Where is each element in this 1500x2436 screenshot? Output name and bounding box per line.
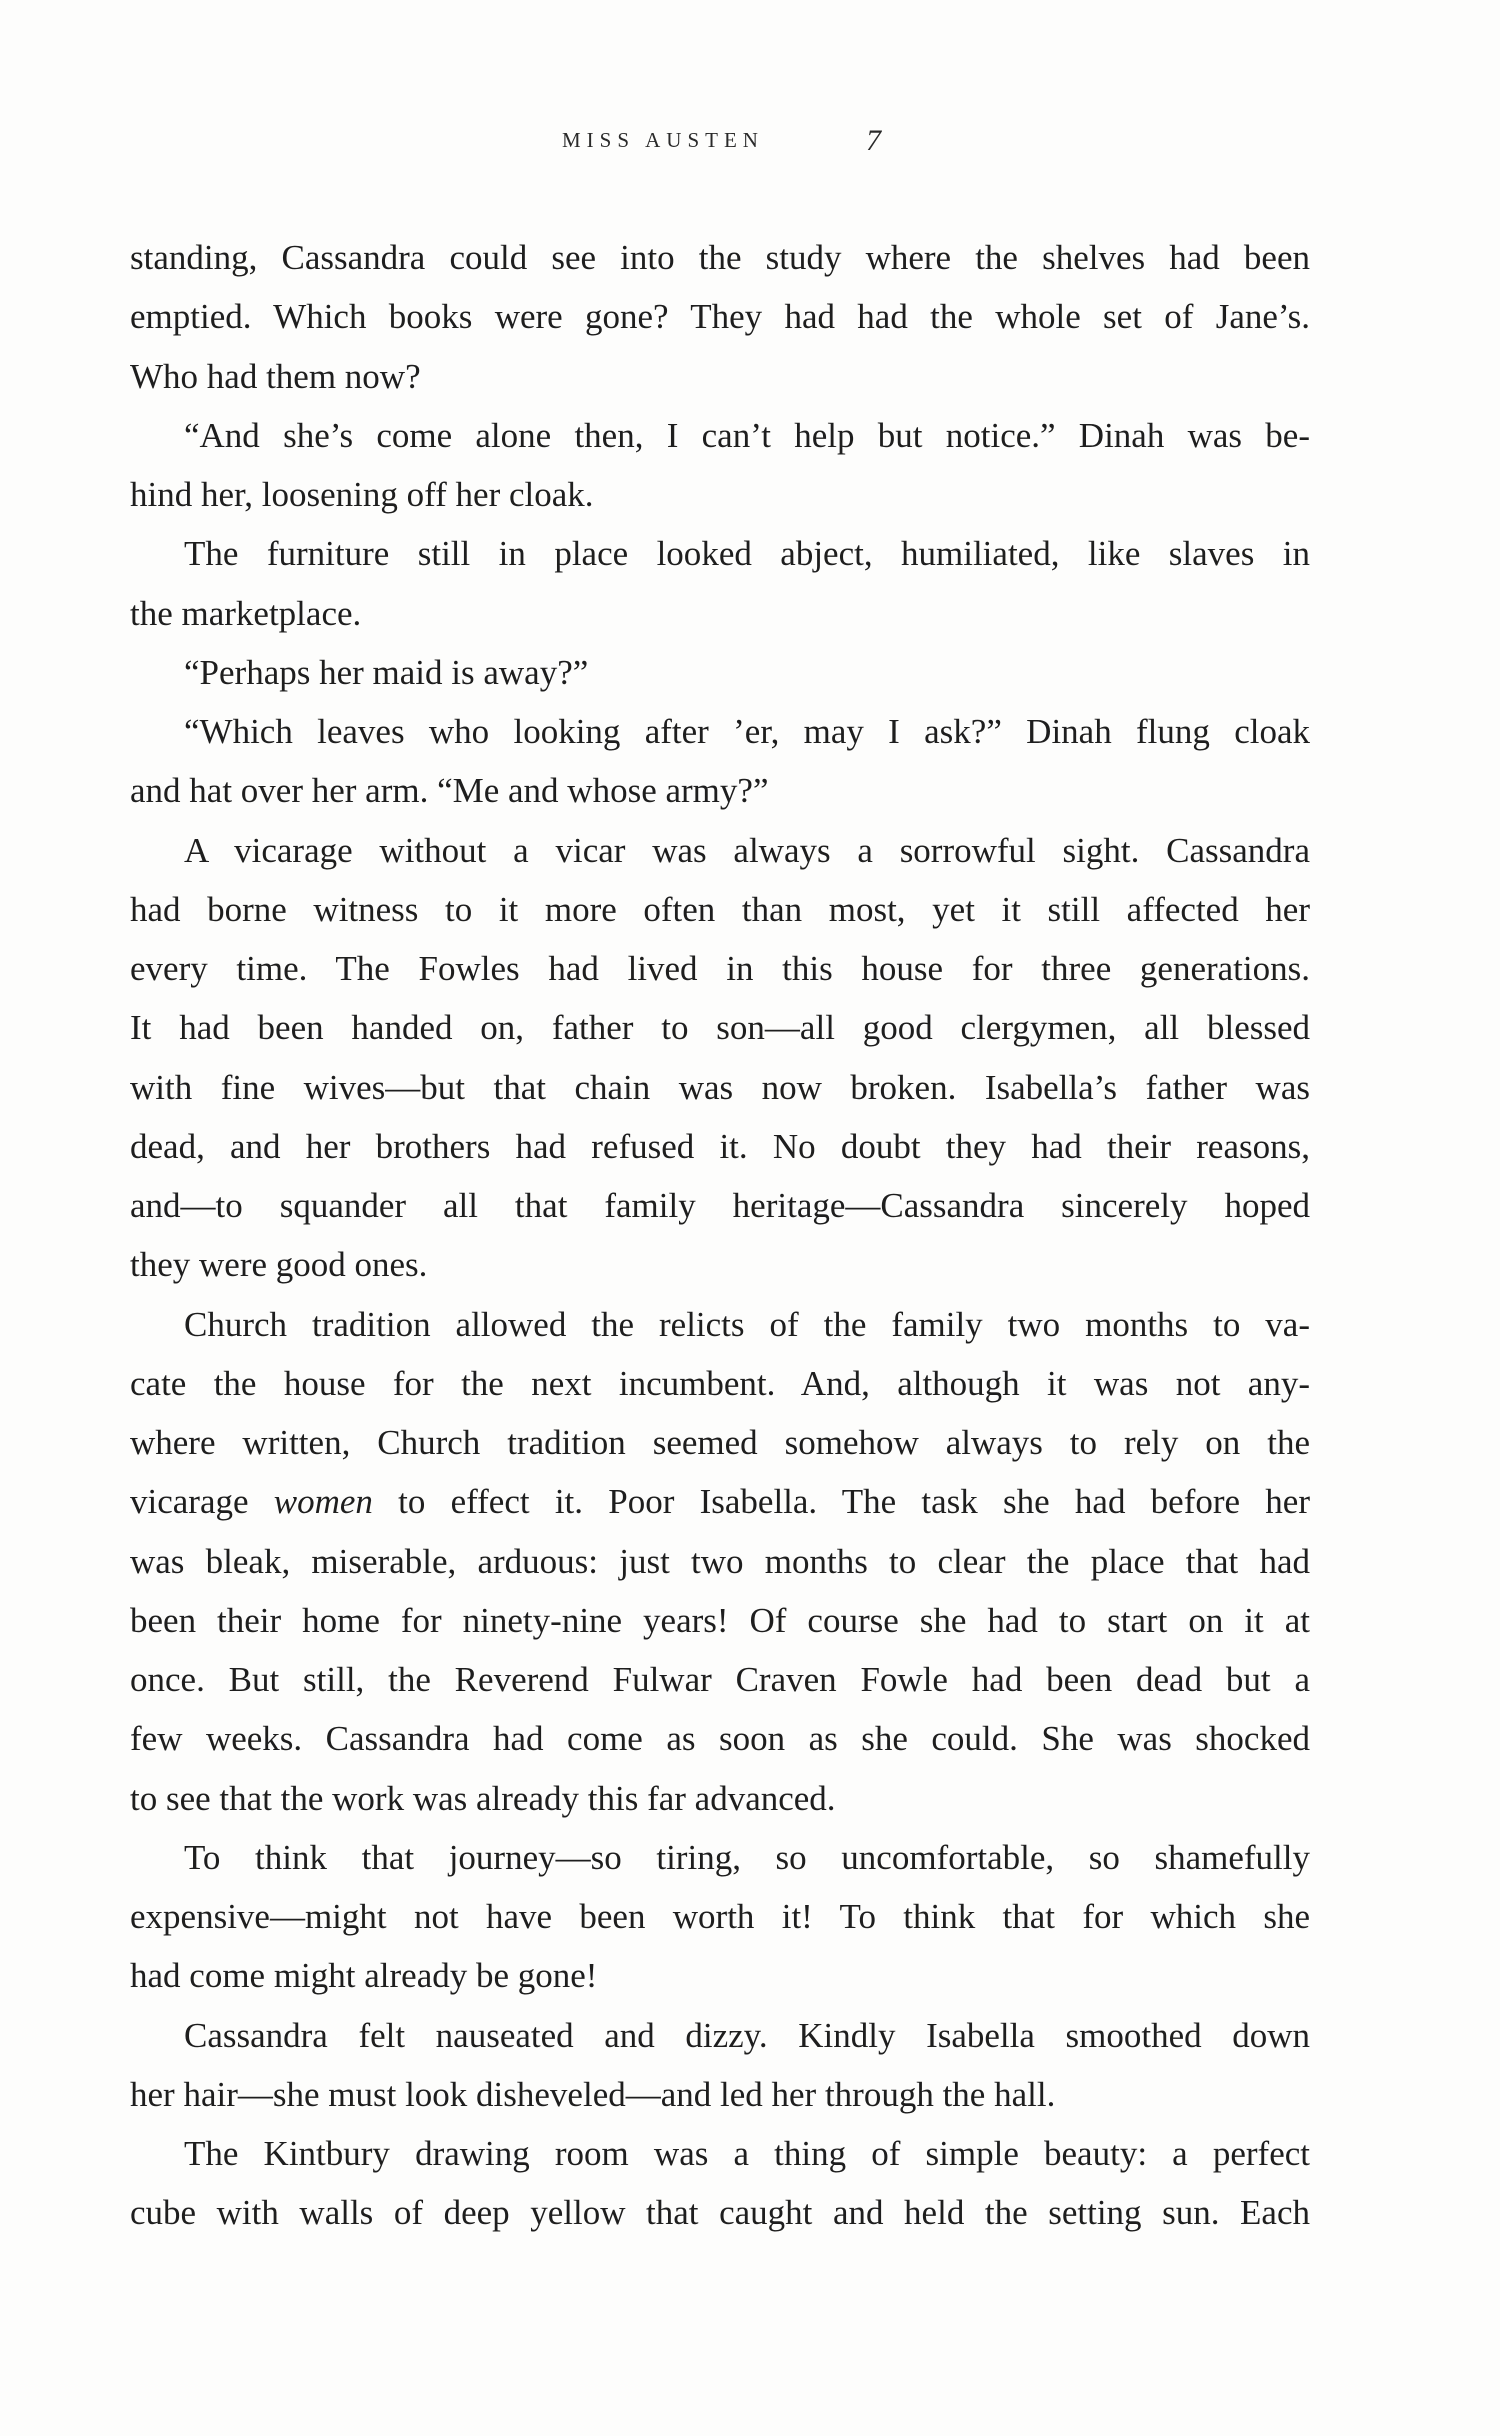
text-line: with fine wives—but that chain was now broken. Isabella’s father was <box>130 1067 1310 1107</box>
text-line: once. But still, the Reverend Fulwar Craven Fowle had been dead but a <box>130 1660 1310 1699</box>
text-line: It had been handed on, father to son—all good clergymen, all blessed <box>130 1008 1310 1048</box>
text-line: cube with walls of deep yellow that caught and held the setting sun. Each <box>130 2193 1310 2233</box>
text-line: hind her, loosening off her cloak. <box>130 475 594 514</box>
text-line: the marketplace. <box>130 593 362 633</box>
text-line: Who had them now? <box>130 356 421 396</box>
text-line: few weeks. Cassandra had come as soon as she could. She was shocked <box>130 1719 1310 1759</box>
text-line: standing, Cassandra could see into the study where the shelves had been <box>130 238 1310 277</box>
text-line: Church tradition allowed the relicts of the family two months to va- <box>184 1304 1310 1344</box>
text-line: The furniture still in place looked abject, humiliated, like slaves in <box>184 534 1310 574</box>
running-head-title: MISS AUSTEN <box>562 128 764 152</box>
text-line: A vicarage without a vicar was always a sorrowful sight. Cassandra <box>184 830 1310 870</box>
text-line: “Which leaves who looking after ’er, may I ask?” Dinah flung cloak <box>184 712 1310 751</box>
text-line: The Kintbury drawing room was a thing of simple beauty: a perfect <box>184 2134 1310 2173</box>
text-segment: vicarage <box>130 1482 274 1522</box>
text-line: cate the house for the next incumbent. And, although it was not any- <box>130 1363 1310 1403</box>
text-line: had borne witness to it more often than most, yet it still affected her <box>130 889 1310 929</box>
text-line: where written, Church tradition seemed somehow always to rely on the <box>130 1423 1310 1462</box>
text-line: and—to squander all that family heritage—Cassandra sincerely hoped <box>130 1186 1310 1225</box>
text-line: every time. The Fowles had lived in this house for three generations. <box>130 949 1310 988</box>
text-line: “And she’s come alone then, I can’t help but notice.” Dinah was be- <box>184 415 1310 455</box>
text-line: Cassandra felt nauseated and dizzy. Kindly Isabella smoothed down <box>184 2015 1310 2055</box>
text-line: To think that journey—so tiring, so uncomfortable, so shamefully <box>184 1837 1310 1877</box>
italic-word: women <box>273 1482 373 1522</box>
text-line <box>130 1472 1310 1531</box>
text-line: to see that the work was already this far advanced. <box>130 1778 836 1818</box>
text-line: emptied. Which books were gone? They had had the whole set of Jane’s. <box>130 297 1310 337</box>
text-line: and hat over her arm. “Me and whose army?” <box>130 771 769 811</box>
page-number: 7 <box>866 124 881 157</box>
text-line: they were good ones. <box>130 1245 428 1285</box>
running-head <box>0 124 1500 164</box>
text-line: been their home for ninety-nine years! Of course she had to start on it at <box>130 1600 1310 1640</box>
text-segment: to effect it. Poor Isabella. The task she had before her <box>372 1482 1310 1522</box>
text-line: was bleak, miserable, arduous: just two months to clear the place that had <box>130 1541 1310 1581</box>
text-line: expensive—might not have been worth it! To think that for which she <box>130 1897 1310 1936</box>
text-line: had come might already be gone! <box>130 1956 598 1996</box>
text-line: dead, and her brothers had refused it. No doubt they had their reasons, <box>130 1126 1310 1166</box>
text-line: her hair—she must look disheveled—and led her through the hall. <box>130 2074 1056 2114</box>
text-line: “Perhaps her maid is away?” <box>184 652 589 692</box>
